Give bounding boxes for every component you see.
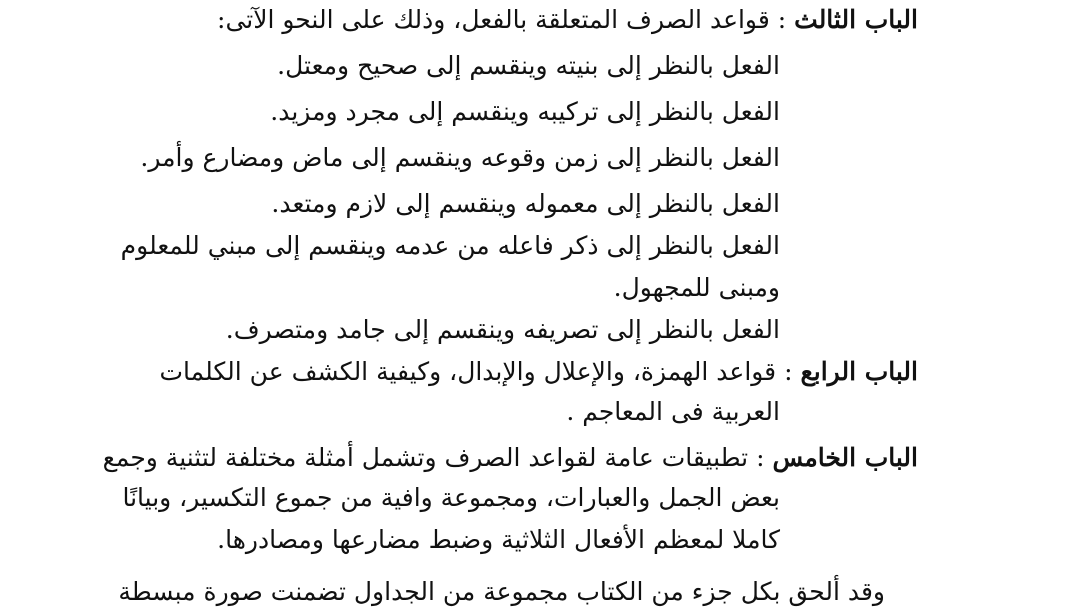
section-3-item: الفعل بالنظر إلى ذكر فاعله من عدمه وينقسم إلى مبني للمعلوم [120,231,780,260]
section-3-item: الفعل بالنظر إلى بنيته وينقسم إلى صحيح ومعتل. [277,51,780,80]
closing-paragraph: وقد ألحق بكل جزء من الكتاب مجموعة من الجداول تضمنت صورة مبسطة [118,577,885,606]
section-3-label: الباب الثالث [794,5,918,34]
section-5-continuation: بعض الجمل والعبارات، ومجموعة وافية من جموع التكسير، وبيانًا [122,483,780,512]
section-4-separator: : [776,357,801,386]
section-5-heading [103,438,918,478]
section-4-heading [159,352,918,392]
section-5-title: تطبيقات عامة لقواعد الصرف وتشمل أمثلة مختلفة لتثنية وجمع [102,443,749,472]
section-5-label: الباب الخامس [772,443,918,472]
section-3-item: ومبنى للمجهول. [613,273,780,302]
section-3-item: الفعل بالنظر إلى معموله وينقسم إلى لازم ومتعد. [271,189,780,218]
section-4-continuation: العربية فى المعاجم . [566,397,780,426]
section-3-item: الفعل بالنظر إلى زمن وقوعه وينقسم إلى ماض ومضارع وأمر. [140,143,780,172]
section-4-label: الباب الرابع [800,357,918,386]
section-5-continuation: كاملا لمعظم الأفعال الثلاثية وضبط مضارعها ومصادرها. [217,525,780,554]
section-3-separator: : [769,5,795,34]
section-3-heading [217,0,918,40]
section-3-item: الفعل بالنظر إلى تصريفه وينقسم إلى جامد ومتصرف. [225,315,780,344]
section-5-separator: : [748,443,773,472]
section-4-title: قواعد الهمزة، والإعلال والإبدال، وكيفية الكشف عن الكلمات [159,357,777,386]
section-3-title: قواعد الصرف المتعلقة بالفعل، وذلك على النحو الآتى: [217,5,770,34]
section-3-item: الفعل بالنظر إلى تركيبه وينقسم إلى مجرد ومزيد. [270,97,780,126]
